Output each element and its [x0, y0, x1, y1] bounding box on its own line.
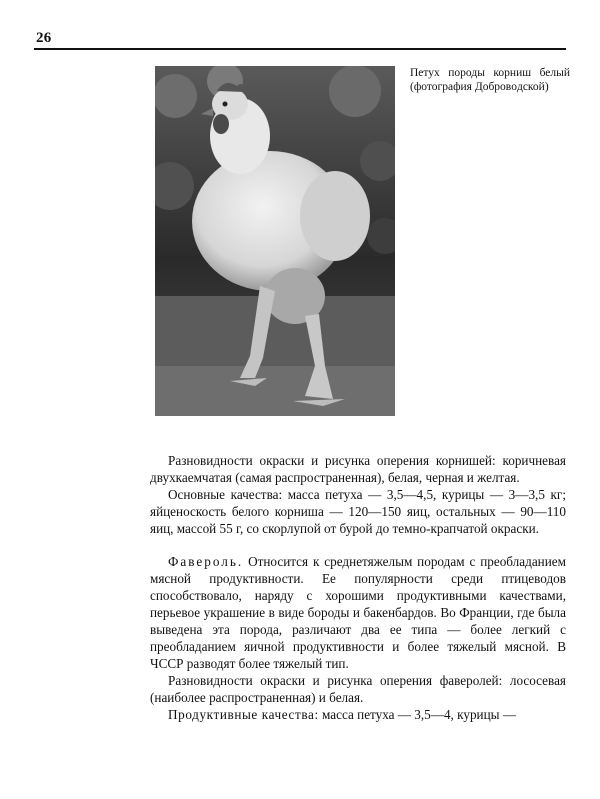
paragraph-cornish-qualities: Основные качества: масса петуха — 3,5—4,5, курицы — 3—3,5 кг; яйценоскость белого корниша — 120—150 яиц, остальных — 90—110 яиц, массой 55 г, со скорлупой от бурой до темно-крапчатой окраски.: [150, 487, 566, 536]
header-rule: [34, 48, 566, 50]
page-number: 26: [36, 30, 52, 46]
rooster-photo: [155, 66, 395, 416]
productive-qualities-label: Продуктивные качества:: [168, 707, 319, 722]
rooster-photo-image: [155, 66, 395, 416]
paragraph-faverolle-colors: Разновидности окраски и рисунка оперения фаверолей: лососевая (наиболее распространенная) и белая.: [150, 673, 566, 705]
paragraph-cornish-colors: Разновидности окраски и рисунка оперения корнишей: коричневая двухкаемчатая (самая распространенная), белая, черная и желтая.: [150, 453, 566, 485]
paragraph-faverolle-intro: [150, 553, 566, 672]
photo-caption: Петух породы корниш белый (фотография Добровoдской): [410, 67, 570, 93]
paragraph-faverolle-qualities: [150, 706, 566, 723]
productive-qualities-text: масса петуха — 3,5—4, курицы —: [318, 707, 517, 722]
faverolle-intro-text: Относится к среднетяжелым породам с преобладанием мясной продуктивности. Ее популярности среди птицеводов способствовало, наряду с хорошими продуктивными качествами, перьевое украшение в виде бороды и бакенбардов. Во Франции, где была выведена эта порода, различают два ее типа — более легкий с преобладанием яичной продуктивности и более тяжелый мясной. В ЧССР разводят более тяжелый тип.: [150, 554, 566, 671]
body-text: [150, 452, 566, 723]
faverolle-heading: Фавероль.: [168, 554, 244, 569]
